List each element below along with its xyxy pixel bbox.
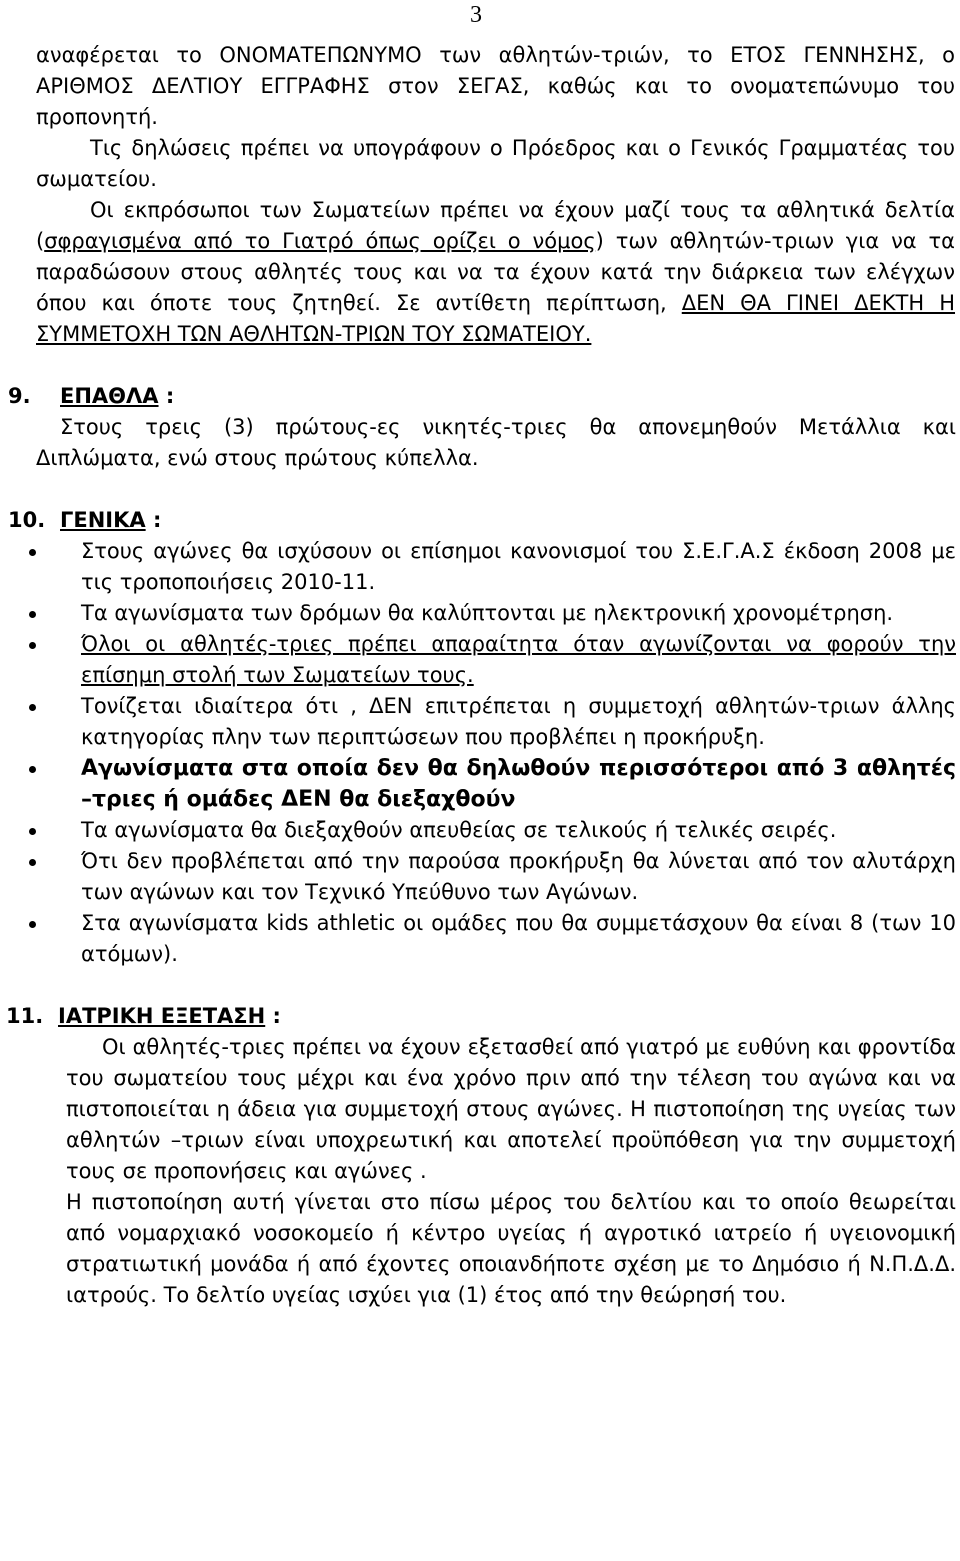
intro-p3-text-a: Οι εκπρόσωποι των Σωματείων πρέπει να έχουν μαζί τους τα αθλητικά δελτία ( [36, 198, 955, 253]
bullet-icon [29, 549, 36, 556]
list-item: Τα αγωνίσματα των δρόμων θα καλύπτονται με ηλεκτρονική χρονομέτρηση. [0, 598, 960, 629]
intro-paragraph-3 [0, 195, 960, 350]
section-11-title: ΙΑΤΡΙΚΗ ΕΞΕΤΑΣΗ [58, 1004, 266, 1028]
section-11-paragraph-2: Η πιστοποίηση αυτή γίνεται στο πίσω μέρος του δελτίου και το οποίο θεωρείται από νομαρχιακό νοσοκομείο ή κέντρο υγείας ή αγροτικό ιατρείο ή υγειονομική στρατιωτική μονάδα ή από έχοντες οποιανδήποτε σχέση με το Δημόσιο ή Ν.Π.Δ.Δ. ιατρούς. Το δελτίο υγείας ισχύει για (1) έτος από την θεώρησή του. [66, 1190, 956, 1307]
section-10-number: 10. [8, 508, 46, 532]
section-10-colon: : [145, 508, 162, 532]
section-10-title: ΓΕΝΙΚΑ [60, 508, 146, 532]
bullet-icon [29, 704, 36, 711]
bullet-icon [29, 859, 36, 866]
list-item: Στους αγώνες θα ισχύσουν οι επίσημοι κανονισμοί του Σ.Ε.Γ.Α.Σ έκδοση 2008 με τις τροποποιήσεις 2010-11. [0, 536, 960, 598]
bullet-icon [29, 642, 36, 649]
intro-paragraph-2: Τις δηλώσεις πρέπει να υπογράφουν ο Πρόεδρος και ο Γενικός Γραμματέας του σωματείου. [36, 136, 955, 191]
intro-p3-underlined: σφραγισμένα από το Γιατρό όπως ορίζει ο νόμος [44, 229, 596, 253]
section-11-number: 11. [6, 1004, 44, 1028]
list-item: Στα αγωνίσματα kids athletic οι ομάδες που θα συμμετάσχουν θα είναι 8 (των 10 ατόμων). [0, 908, 960, 970]
section-9-title: ΕΠΑΘΛΑ [60, 384, 159, 408]
list-item: Αγωνίσματα στα οποία δεν θα δηλωθούν περισσότεροι από 3 αθλητές –τριες ή ομάδες ΔΕΝ θα διεξαχθούν [0, 753, 960, 815]
section-9-number: 9. [8, 384, 31, 408]
list-item: Ότι δεν προβλέπεται από την παρούσα προκήρυξη θα λύνεται από τον αλυτάρχη των αγώνων και τον Τεχνικό Υπεύθυνο των Αγώνων. [0, 846, 960, 908]
bullet-icon [29, 766, 36, 773]
intro-p3-underlined-warning: ΔΕΝ ΘΑ ΓΙΝΕΙ ΔΕΚΤΗ Η ΣΥΜΜΕΤΟΧΗ ΤΩΝ ΑΘΛΗΤΩΝ-ΤΡΙΩΝ ΤΟΥ ΣΩΜΑΤΕΙΟΥ. [36, 291, 956, 346]
section-11-heading [0, 1001, 960, 1032]
list-item: Τονίζεται ιδιαίτερα ότι , ΔΕΝ επιτρέπεται η συμμετοχή αθλητών-τριων άλλης κατηγορίας πλην των περιπτώσεων που προβλέπει η προκήρυξη. [0, 691, 960, 753]
section-10-list [0, 536, 960, 970]
intro-paragraph-1: αναφέρεται το ΟΝΟΜΑΤΕΠΩΝΥΜΟ των αθλητών-τριών, το ΕΤΟΣ ΓΕΝΝΗΣΗΣ, ο ΑΡΙΘΜΟΣ ΔΕΛΤΙΟΥ ΕΓΓΡΑΦΗΣ στον ΣΕΓΑΣ, καθώς και το ονοματεπώνυμο του προπονητή. [36, 43, 955, 129]
section-9-heading [0, 381, 960, 412]
page-number: 3 [470, 2, 482, 28]
intro-p3-text-b: ) των αθλητών-τριων για να τα παραδώσουν στους αθλητές τους και να τα έχουν κατά την διάρκεια των ελέγχων όπου και όποτε τους ζητηθεί. Σε αντίθετη περίπτωση, [36, 229, 956, 315]
section-11-colon: : [265, 1004, 281, 1028]
bullet-icon [29, 828, 36, 835]
section-9-text: Στους τρεις (3) πρώτους-ες νικητές-τριες θα απονεμηθούν Μετάλλια και Διπλώματα, ενώ στους πρώτους κύπελλα. [36, 415, 956, 470]
section-10-heading [0, 505, 960, 536]
section-11-paragraph-1: Οι αθλητές-τριες πρέπει να έχουν εξετασθεί από γιατρό με ευθύνη και φροντίδα του σωματείου τους μέχρι και ένα χρόνο πριν από την τέλεση του αγώνα και να πιστοποιείται η άδεια για συμμετοχή στους αγώνες. Η πιστοποίηση της υγείας των αθλητών –τριων είναι υποχρεωτική και αποτελεί προϋπόθεση για την συμμετοχή τους σε προπονήσεις και αγώνες . [66, 1035, 956, 1183]
bullet-icon [29, 611, 36, 618]
bullet-icon [29, 921, 36, 928]
section-9-colon: : [158, 384, 175, 408]
list-item: Τα αγωνίσματα θα διεξαχθούν απευθείας σε τελικούς ή τελικές σειρές. [0, 815, 960, 846]
document-body [0, 40, 960, 1311]
list-item: Όλοι οι αθλητές-τριες πρέπει απαραίτητα όταν αγωνίζονται να φορούν την επίσημη στολή των Σωματείων τους. [0, 629, 960, 691]
